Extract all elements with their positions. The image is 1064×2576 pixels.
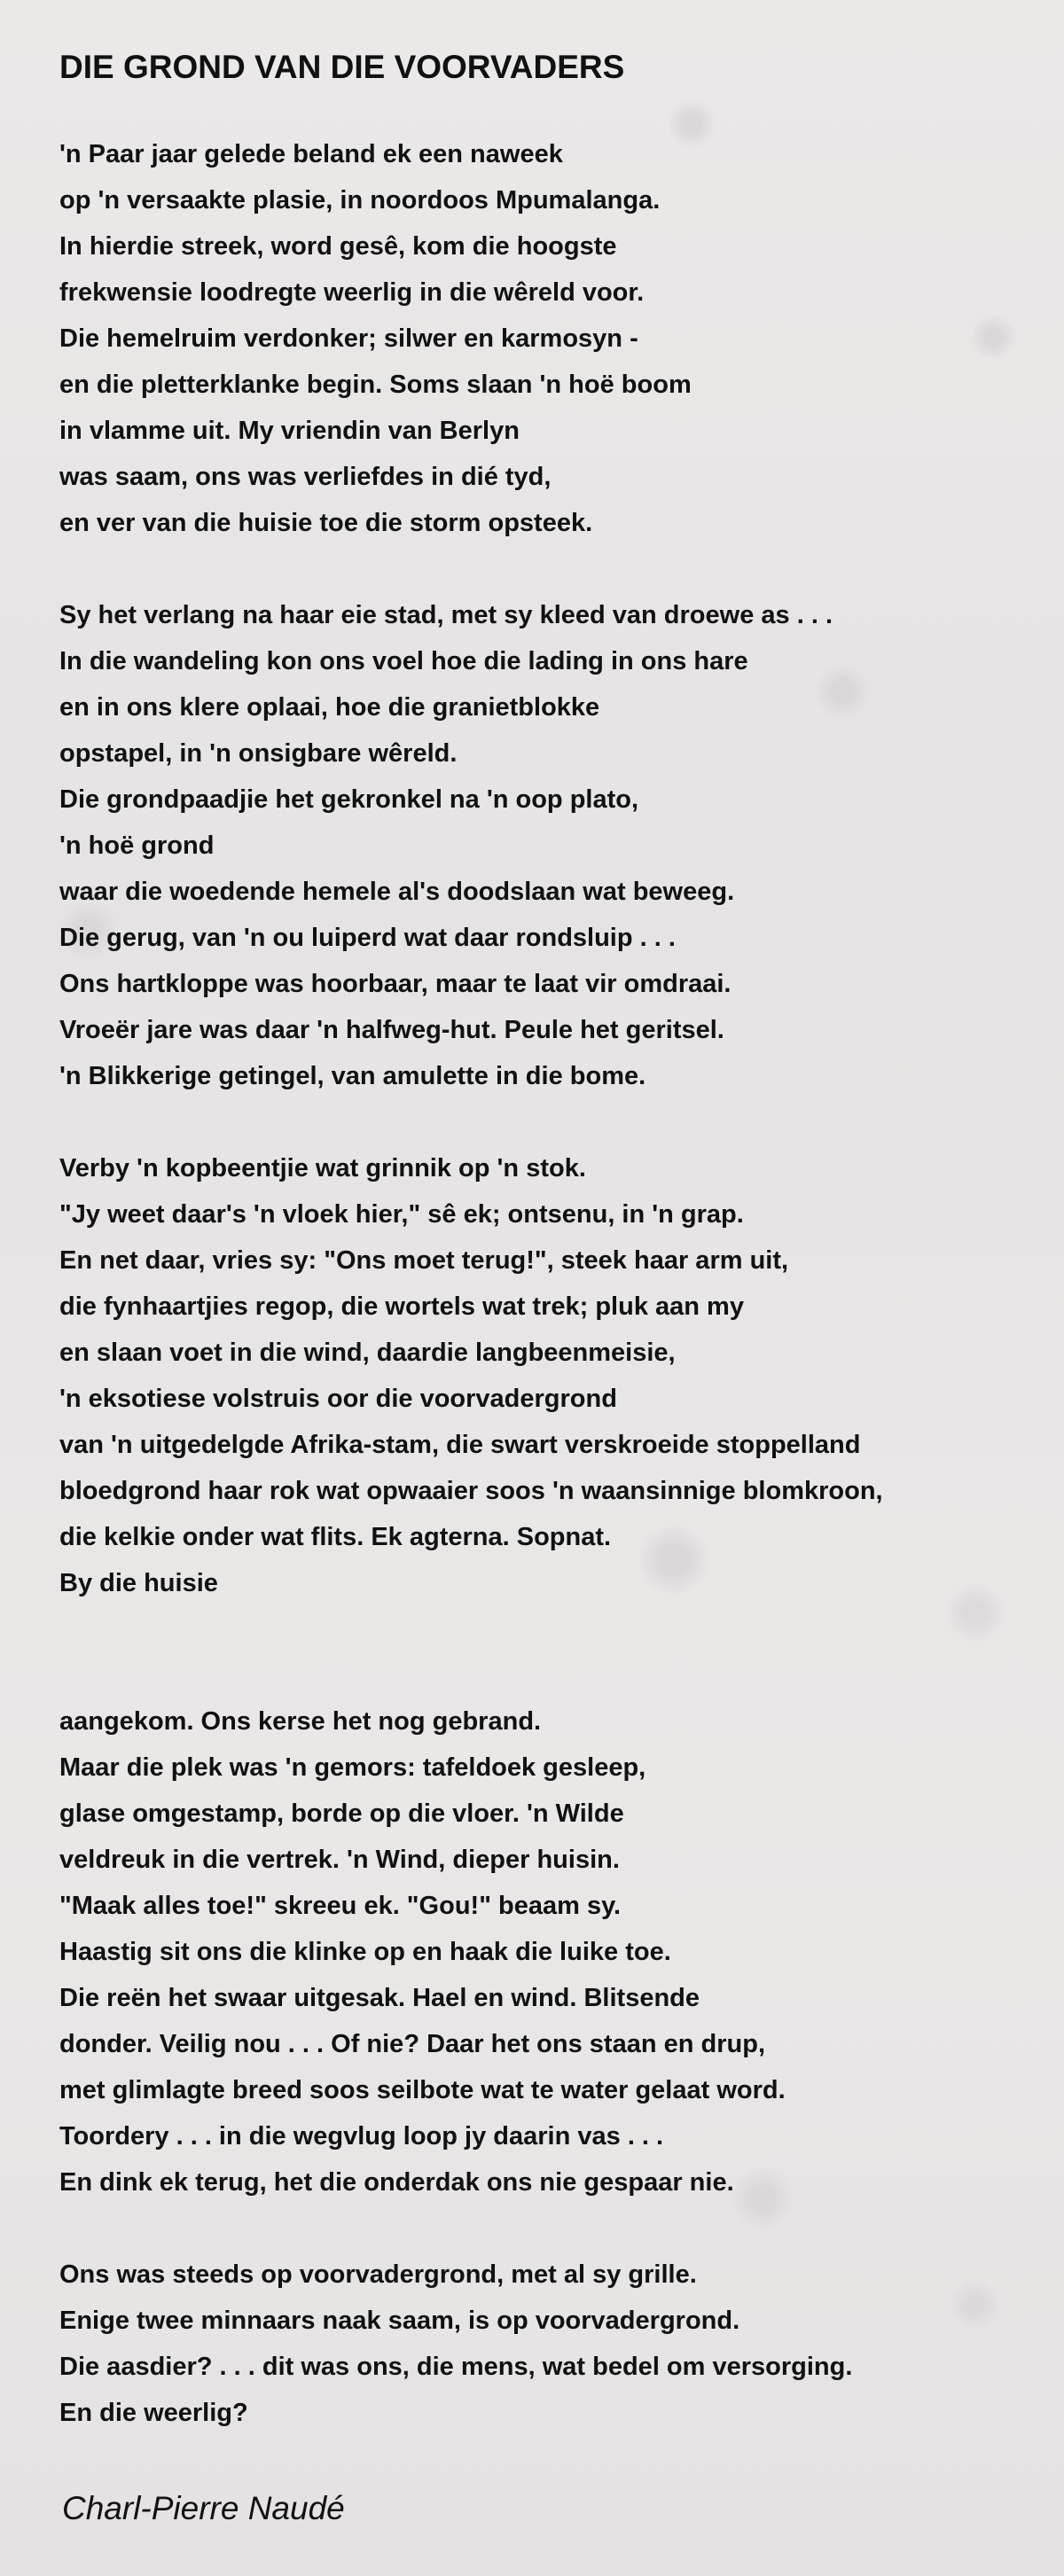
poem-line: en slaan voet in die wind, daardie langbeenmeisie, <box>59 1339 676 1367</box>
poem-body <box>59 131 1035 2436</box>
poem-line: En net daar, vries sy: "Ons moet terug!", steek haar arm uit, <box>59 1246 789 1275</box>
poem-line: opstapel, in 'n onsigbare wêreld. <box>59 739 458 768</box>
poem-line: 'n eksotiese volstruis oor die voorvadergrond <box>59 1385 617 1413</box>
poem-line: met glimlagte breed soos seilbote wat te water gelaat word. <box>59 2076 786 2104</box>
poem-line: Haastig sit ons die klinke op en haak die luike toe. <box>59 1938 671 1966</box>
poem-line: "Jy weet daar's 'n vloek hier," sê ek; ontsenu, in 'n grap. <box>59 1200 744 1229</box>
poem-line: Die grondpaadjie het gekronkel na 'n oop plato, <box>59 785 639 814</box>
poem-line: In die wandeling kon ons voel hoe die lading in ons hare <box>59 647 748 675</box>
poem-line: Die reën het swaar uitgesak. Hael en wind. Blitsende <box>59 1984 700 2012</box>
poem-line: glase omgestamp, borde op die vloer. 'n Wilde <box>59 1799 624 1828</box>
poem-line: Vroeër jare was daar 'n halfweg-hut. Peule het geritsel. <box>59 1016 724 1044</box>
poem-line: die kelkie onder wat flits. Ek agterna. Sopnat. <box>59 1523 612 1551</box>
stanza-3 <box>59 1145 1035 1606</box>
poem-line: Die hemelruim verdonker; silwer en karmosyn - <box>59 324 638 353</box>
poem-line: 'n hoë grond <box>59 831 215 860</box>
poem-line: was saam, ons was verliefdes in dié tyd, <box>59 463 552 491</box>
poem-line: die fynhaartjies regop, die wortels wat trek; pluk aan my <box>59 1292 744 1321</box>
poem-line: Maar die plek was 'n gemors: tafeldoek gesleep, <box>59 1753 646 1782</box>
poem-line: frekwensie loodregte weerlig in die wêreld voor. <box>59 278 645 307</box>
poem-line: "Maak alles toe!" skreeu ek. "Gou!" beaam sy. <box>59 1892 622 1920</box>
poem-line: waar die woedende hemele al's doodslaan wat beweeg. <box>59 878 735 906</box>
poem-line: 'n Blikkerige getingel, van amulette in die bome. <box>59 1062 646 1090</box>
poem-line: en ver van die huisie toe die storm opsteek. <box>59 509 593 537</box>
poem-line: Sy het verlang na haar eie stad, met sy kleed van droewe as . . . <box>59 601 833 629</box>
poem-line: Ons was steeds op voorvadergrond, met al sy grille. <box>59 2260 697 2289</box>
poem-line: van 'n uitgedelgde Afrika-stam, die swart verskroeide stoppelland <box>59 1431 861 1459</box>
poem-line: Ons hartkloppe was hoorbaar, maar te laat vir omdraai. <box>59 970 732 998</box>
stanza-5 <box>59 2252 1035 2436</box>
poem-author: Charl-Pierre Naudé <box>62 2490 345 2526</box>
poem-line: en die pletterklanke begin. Soms slaan 'n hoë boom <box>59 371 692 399</box>
poem-line: Toordery . . . in die wegvlug loop jy daarin vas . . . <box>59 2122 664 2151</box>
poem-line: Die gerug, van 'n ou luiperd wat daar rondsluip . . . <box>59 924 676 952</box>
poem-line: aangekom. Ons kerse het nog gebrand. <box>59 1707 542 1736</box>
stanza-2 <box>59 592 1035 1099</box>
poem-line: donder. Veilig nou . . . Of nie? Daar het ons staan en drup, <box>59 2030 765 2058</box>
poem-line: Die aasdier? . . . dit was ons, die mens, wat bedel om versorging. <box>59 2353 853 2381</box>
poem-line: in vlamme uit. My vriendin van Berlyn <box>59 417 520 445</box>
stanza-1 <box>59 131 1035 546</box>
poem-line: veldreuk in die vertrek. 'n Wind, dieper huisin. <box>59 1846 620 1874</box>
poem-line: En die weerlig? <box>59 2399 248 2427</box>
poem-title: DIE GROND VAN DIE VOORVADERS <box>59 49 625 85</box>
poem-line: bloedgrond haar rok wat opwaaier soos 'n waansinnige blomkroon, <box>59 1477 883 1505</box>
poem-line: By die huisie <box>59 1569 218 1597</box>
poem-line: op 'n versaakte plasie, in noordoos Mpumalanga. <box>59 186 661 215</box>
stanza-4 <box>59 1698 1035 2205</box>
poem-line: 'n Paar jaar gelede beland ek een naweek <box>59 140 563 168</box>
poem-line: Verby 'n kopbeentjie wat grinnik op 'n stok. <box>59 1154 586 1183</box>
poem-line: en in ons klere oplaai, hoe die granietblokke <box>59 693 600 722</box>
poem-line: In hierdie streek, word gesê, kom die hoogste <box>59 232 617 261</box>
poem-line: En dink ek terug, het die onderdak ons nie gespaar nie. <box>59 2168 734 2197</box>
poem-line: Enige twee minnaars naak saam, is op voorvadergrond. <box>59 2307 740 2335</box>
